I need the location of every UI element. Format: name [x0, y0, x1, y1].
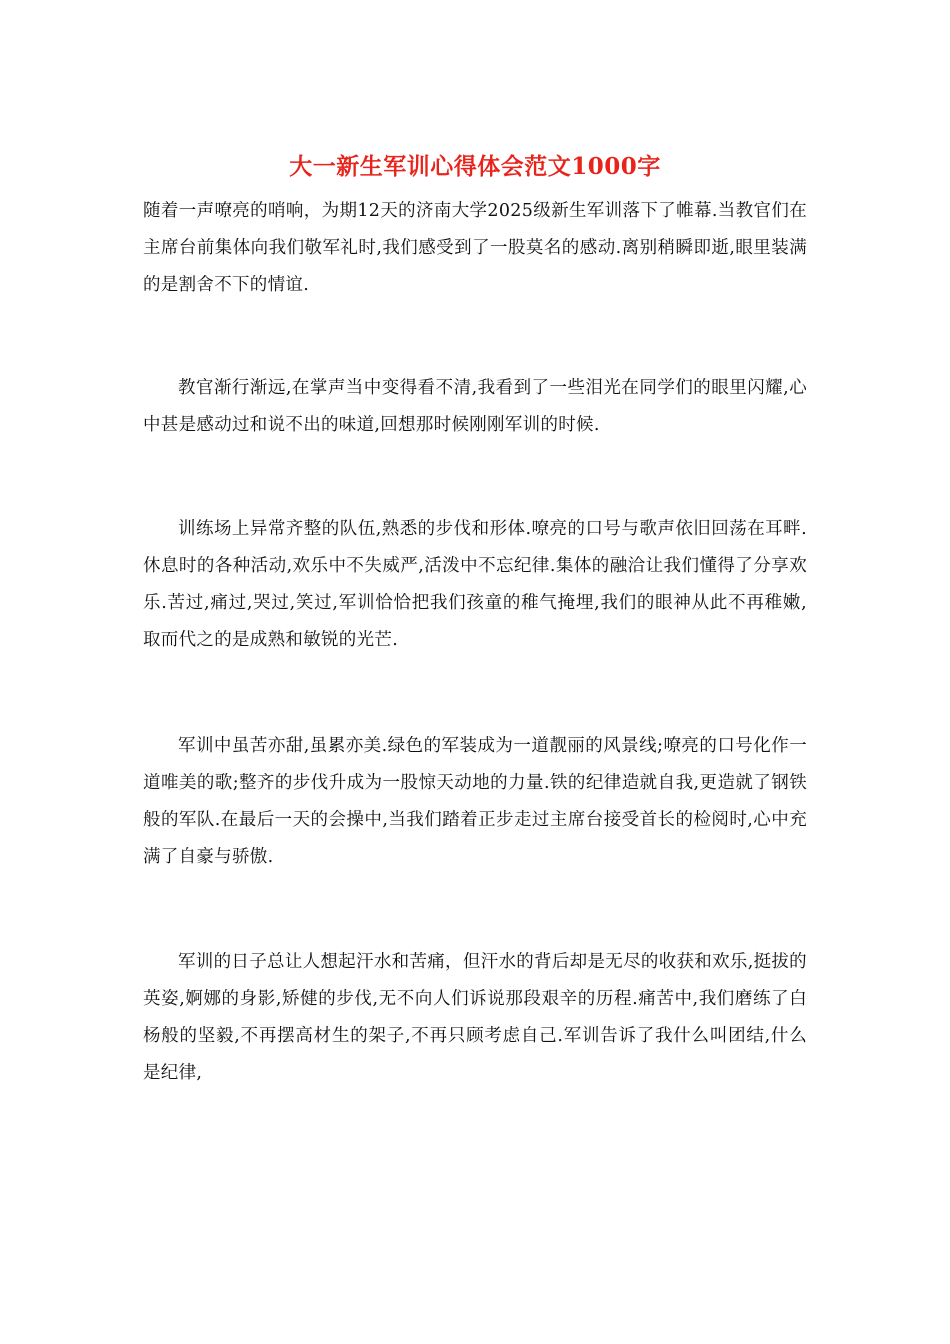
paragraph-4: 军训中虽苦亦甜,虽累亦美.绿色的军装成为一道靓丽的风景线;嘹亮的口号化作一道唯美的歌;整齐的步伐升成为一股惊天动地的力量.铁的纪律造就自我,更造就了钢铁般的军队.在最后一天的会操中,当我们踏着正步走过主席台接受首长的检阅时,心中充满了自豪与骄傲.: [143, 736, 807, 867]
paragraph-3: 训练场上异常齐整的队伍,熟悉的步伐和形体.嘹亮的口号与歌声依旧回荡在耳畔.休息时的各种活动,欢乐中不失威严,活泼中不忘纪律.集体的融洽让我们懂得了分享欢乐.苦过,痛过,哭过,笑过,军训恰恰把我们孩童的稚气掩埋,我们的眼神从此不再稚嫩,取而代之的是成熟和敏锐的光芒.: [143, 519, 807, 650]
document-title: 大一新生军训心得体会范文1000字: [289, 153, 661, 180]
paragraph-1: 随着一声嘹亮的哨响，为期12天的济南大学2025级新生军训落下了帷幕.当教官们在主席台前集体向我们敬军礼时,我们感受到了一股莫名的感动.离别稍瞬即逝,眼里装满的是割舍不下的情谊.: [143, 201, 807, 295]
paragraph-2: 教官渐行渐远,在掌声当中变得看不清,我看到了一些泪光在同学们的眼里闪耀,心中甚是感动过和说不出的味道,回想那时候刚刚军训的时候.: [143, 378, 807, 435]
paragraph-5: 军训的日子总让人想起汗水和苦痛，但汗水的背后却是无尽的收获和欢乐,挺拔的英姿,婀娜的身影,矫健的步伐,无不向人们诉说那段艰辛的历程.痛苦中,我们磨练了白杨般的坚毅,不再摆高材生的架子,不再只顾考虑自己.军训告诉了我什么叫团结,什么是纪律,: [143, 952, 807, 1083]
